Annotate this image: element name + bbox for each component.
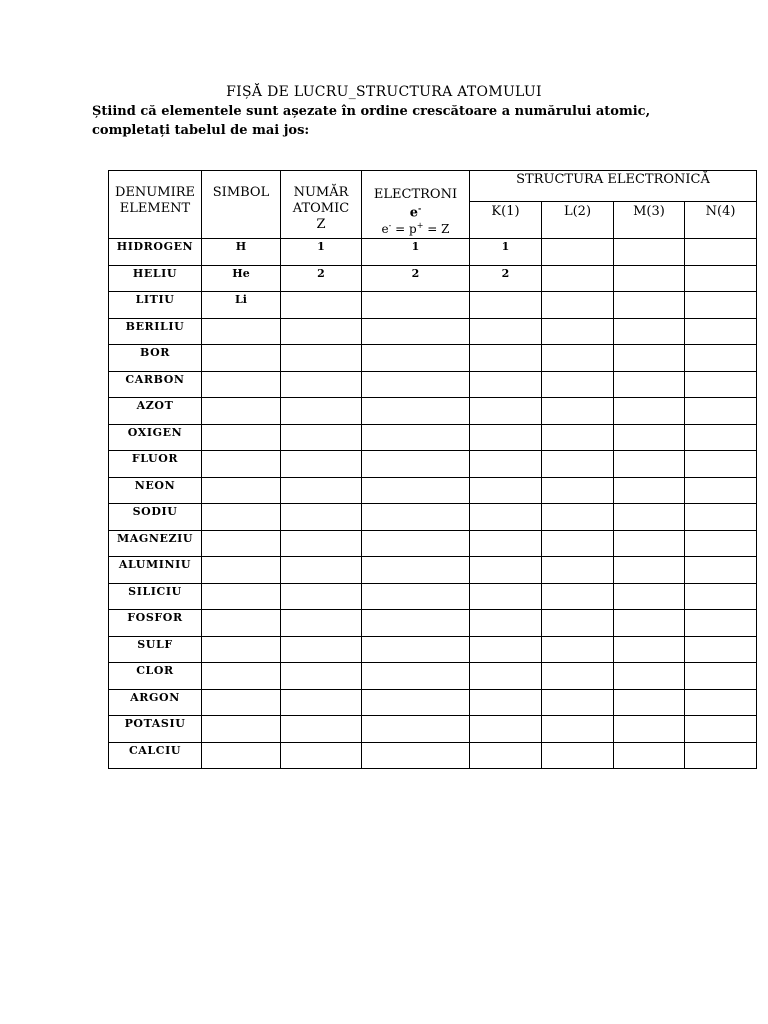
symbol-cell (202, 371, 281, 398)
shell-m-cell (614, 689, 685, 716)
shell-m-cell (614, 318, 685, 345)
symbol-cell: He (202, 265, 281, 292)
electron-symbol (362, 202, 469, 219)
formula-p-sup: + (416, 221, 424, 231)
shell-n-cell (685, 318, 757, 345)
symbol-cell (202, 530, 281, 557)
shell-m-cell (614, 636, 685, 663)
table-row (109, 636, 757, 663)
element-name-cell: HELIU (109, 265, 202, 292)
shell-k-cell (470, 318, 542, 345)
shell-k-cell (470, 451, 542, 478)
electrons-cell (362, 610, 470, 637)
element-name-cell: AZOT (109, 398, 202, 425)
shell-n-cell (685, 530, 757, 557)
shell-m-cell (614, 451, 685, 478)
shell-k-cell (470, 345, 542, 372)
table-row (109, 557, 757, 584)
element-name-cell: LITIU (109, 292, 202, 319)
atomic-number-cell (281, 451, 362, 478)
shell-m-cell (614, 477, 685, 504)
atomic-number-cell (281, 557, 362, 584)
atomic-number-cell (281, 318, 362, 345)
atomic-number-cell (281, 636, 362, 663)
atomic-number-cell (281, 716, 362, 743)
formula-end: = Z (423, 222, 450, 237)
table-row (109, 477, 757, 504)
table-row (109, 742, 757, 769)
table-row (109, 451, 757, 478)
shell-k-cell: 2 (470, 265, 542, 292)
atomic-number-cell (281, 477, 362, 504)
shell-n-cell (685, 477, 757, 504)
shell-m-cell (614, 424, 685, 451)
shell-l-cell (542, 239, 614, 266)
element-name-cell: FOSFOR (109, 610, 202, 637)
shell-l-cell (542, 716, 614, 743)
shell-k-cell (470, 371, 542, 398)
shell-k-cell (470, 663, 542, 690)
atomic-number-cell (281, 583, 362, 610)
electron-symbol-sup: - (417, 203, 422, 213)
shell-m-cell (614, 292, 685, 319)
symbol-cell (202, 345, 281, 372)
shell-k-cell (470, 398, 542, 425)
shell-n-cell (685, 345, 757, 372)
header-atomic-line2: ATOMIC (292, 201, 350, 216)
atomic-number-cell (281, 610, 362, 637)
element-name-cell: FLUOR (109, 451, 202, 478)
shell-k-cell (470, 530, 542, 557)
atomic-number-cell (281, 371, 362, 398)
instructions-text: Știind că elementele sunt așezate în ordine crescătoare a numărului atomic, completați tabelul de mai jos: (92, 104, 651, 138)
electrons-cell (362, 742, 470, 769)
shell-l-cell (542, 610, 614, 637)
symbol-cell: Li (202, 292, 281, 319)
atomic-number-cell (281, 345, 362, 372)
shell-k-cell: 1 (470, 239, 542, 266)
electrons-cell (362, 318, 470, 345)
shell-l-cell (542, 371, 614, 398)
shell-m-cell (614, 398, 685, 425)
header-shell-m: M(3) (614, 202, 685, 239)
shell-l-cell (542, 345, 614, 372)
table-row (109, 716, 757, 743)
electrons-cell (362, 477, 470, 504)
atomic-number-cell (281, 530, 362, 557)
shell-n-cell (685, 398, 757, 425)
table-row (109, 530, 757, 557)
atomic-number-cell (281, 663, 362, 690)
atomic-number-cell (281, 742, 362, 769)
shell-m-cell (614, 716, 685, 743)
formula-e-sup: - (388, 221, 392, 231)
shell-m-cell (614, 530, 685, 557)
element-name-cell: ALUMINIU (109, 557, 202, 584)
shell-n-cell (685, 371, 757, 398)
header-atomic-number (281, 171, 362, 239)
shell-n-cell (685, 265, 757, 292)
shell-n-cell (685, 424, 757, 451)
atomic-number-cell: 1 (281, 239, 362, 266)
shell-k-cell (470, 689, 542, 716)
electrons-cell (362, 345, 470, 372)
shell-m-cell (614, 583, 685, 610)
header-shell-k: K(1) (470, 202, 542, 239)
table-row (109, 292, 757, 319)
shell-l-cell (542, 557, 614, 584)
header-shell-n: N(4) (685, 202, 757, 239)
symbol-cell (202, 504, 281, 531)
symbol-cell (202, 424, 281, 451)
electrons-cell (362, 292, 470, 319)
electrons-cell (362, 663, 470, 690)
electrons-cell: 1 (362, 239, 470, 266)
symbol-cell (202, 318, 281, 345)
table-row (109, 239, 757, 266)
shell-k-cell (470, 583, 542, 610)
element-name-cell: SILICIU (109, 583, 202, 610)
shell-l-cell (542, 663, 614, 690)
atomic-number-cell (281, 292, 362, 319)
symbol-cell (202, 610, 281, 637)
element-name-cell: HIDROGEN (109, 239, 202, 266)
table-row (109, 689, 757, 716)
shell-n-cell (685, 636, 757, 663)
shell-l-cell (542, 424, 614, 451)
shell-l-cell (542, 265, 614, 292)
table-row (109, 583, 757, 610)
shell-n-cell (685, 583, 757, 610)
element-name-cell: SODIU (109, 504, 202, 531)
element-name-cell: BOR (109, 345, 202, 372)
electrons-cell (362, 451, 470, 478)
electrons-cell (362, 716, 470, 743)
header-shell-l: L(2) (542, 202, 614, 239)
shell-m-cell (614, 265, 685, 292)
table-row (109, 265, 757, 292)
shell-l-cell (542, 451, 614, 478)
shell-k-cell (470, 742, 542, 769)
shell-l-cell (542, 398, 614, 425)
formula-mid: = p (391, 222, 417, 237)
table-header (109, 171, 757, 239)
symbol-cell (202, 557, 281, 584)
electrons-cell (362, 398, 470, 425)
symbol-cell (202, 689, 281, 716)
shell-n-cell (685, 504, 757, 531)
header-electrons-label: ELECTRONI (373, 187, 458, 202)
electrons-cell (362, 424, 470, 451)
table-row (109, 345, 757, 372)
electrons-cell (362, 583, 470, 610)
shell-l-cell (542, 689, 614, 716)
shell-m-cell (614, 557, 685, 584)
shell-n-cell (685, 557, 757, 584)
shell-m-cell (614, 742, 685, 769)
electrons-cell (362, 557, 470, 584)
shell-l-cell (542, 583, 614, 610)
table-row (109, 424, 757, 451)
shell-n-cell (685, 716, 757, 743)
shell-m-cell (614, 239, 685, 266)
shell-m-cell (614, 345, 685, 372)
table-row (109, 371, 757, 398)
symbol-cell (202, 636, 281, 663)
symbol-cell (202, 663, 281, 690)
shell-l-cell (542, 636, 614, 663)
shell-m-cell (614, 610, 685, 637)
table-row (109, 663, 757, 690)
table-row (109, 610, 757, 637)
element-name-cell: CARBON (109, 371, 202, 398)
header-atomic-line1: NUMĂR (293, 185, 349, 200)
shell-k-cell (470, 610, 542, 637)
element-name-cell: SULF (109, 636, 202, 663)
shell-n-cell (685, 742, 757, 769)
element-name-cell: MAGNEZIU (109, 530, 202, 557)
shell-k-cell (470, 504, 542, 531)
shell-n-cell (685, 689, 757, 716)
element-name-cell: BERILIU (109, 318, 202, 345)
symbol-cell (202, 398, 281, 425)
element-name-cell: CALCIU (109, 742, 202, 769)
electron-symbol-base: e (409, 205, 418, 221)
header-symbol: SIMBOL (202, 171, 281, 239)
shell-n-cell (685, 239, 757, 266)
header-electrons (362, 171, 470, 239)
shell-l-cell (542, 530, 614, 557)
header-name-line2: ELEMENT (119, 201, 191, 216)
element-name-cell: POTASIU (109, 716, 202, 743)
element-name-cell: ARGON (109, 689, 202, 716)
symbol-cell (202, 451, 281, 478)
shell-k-cell (470, 477, 542, 504)
symbol-cell (202, 716, 281, 743)
table-row (109, 504, 757, 531)
electrons-cell (362, 504, 470, 531)
element-name-cell: OXIGEN (109, 424, 202, 451)
electrons-cell (362, 636, 470, 663)
symbol-cell (202, 477, 281, 504)
atomic-number-cell (281, 689, 362, 716)
shell-l-cell (542, 477, 614, 504)
shell-k-cell (470, 636, 542, 663)
table-body (109, 239, 757, 769)
shell-l-cell (542, 318, 614, 345)
header-name (109, 171, 202, 239)
electrons-cell (362, 689, 470, 716)
element-name-cell: NEON (109, 477, 202, 504)
symbol-cell: H (202, 239, 281, 266)
header-name-line1: DENUMIRE (115, 185, 195, 200)
shell-m-cell (614, 504, 685, 531)
shell-k-cell (470, 557, 542, 584)
shell-k-cell (470, 716, 542, 743)
atomic-structure-table (108, 170, 757, 769)
atomic-number-cell: 2 (281, 265, 362, 292)
shell-l-cell (542, 504, 614, 531)
symbol-cell (202, 742, 281, 769)
shell-k-cell (470, 424, 542, 451)
symbol-cell (202, 583, 281, 610)
shell-l-cell (542, 742, 614, 769)
page-title: FIȘĂ DE LUCRU_STRUCTURA ATOMULUI (226, 84, 542, 100)
shell-k-cell (470, 292, 542, 319)
table-row (109, 318, 757, 345)
atomic-number-cell (281, 424, 362, 451)
formula-e: e (381, 222, 389, 237)
header-atomic-line3: Z (316, 217, 326, 232)
shell-l-cell (542, 292, 614, 319)
atomic-number-cell (281, 504, 362, 531)
header-electronic-structure: STRUCTURA ELECTRONICĂ (470, 171, 757, 202)
shell-n-cell (685, 451, 757, 478)
shell-n-cell (685, 292, 757, 319)
shell-n-cell (685, 610, 757, 637)
electrons-cell (362, 530, 470, 557)
element-name-cell: CLOR (109, 663, 202, 690)
shell-n-cell (685, 663, 757, 690)
atomic-number-cell (281, 398, 362, 425)
shell-m-cell (614, 371, 685, 398)
electron-formula (362, 219, 469, 236)
electrons-cell: 2 (362, 265, 470, 292)
shell-m-cell (614, 663, 685, 690)
electrons-cell (362, 371, 470, 398)
table-row (109, 398, 757, 425)
